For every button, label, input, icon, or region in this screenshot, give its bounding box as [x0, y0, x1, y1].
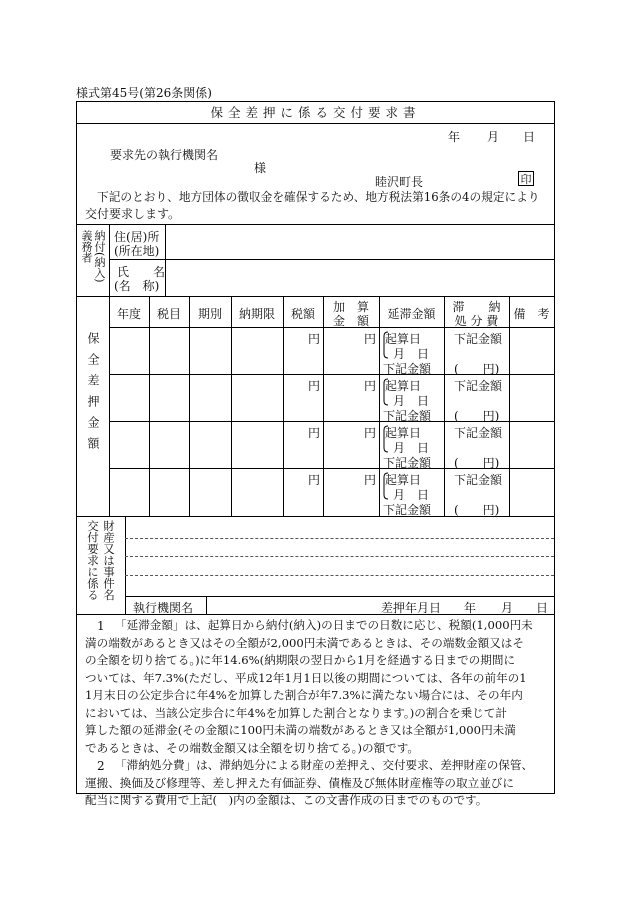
- row-calc-start: 起算日: [385, 473, 422, 487]
- intro-text-line2: 交付要求します。: [85, 207, 181, 221]
- note-text: [115, 617, 533, 635]
- row-below-amount: 下記金額: [383, 362, 432, 376]
- row-disposal-yen: ( 円): [454, 503, 500, 517]
- note-line: においては、当該公定歩合に年4%を加算した割合となります。)の割合を乗じて計: [85, 705, 507, 720]
- request-form: [76, 101, 555, 807]
- note-number: 2: [97, 759, 105, 773]
- row-disposal-below: 下記金額: [454, 473, 503, 487]
- note-line: 1月末日の公定歩合に年4%を加算した割合が年7.3%に満たない場合には、その年内: [85, 688, 523, 702]
- row-tax-yen: 円: [308, 332, 321, 346]
- note-line: であるときは、その端数金額又は全額を切り捨てる。)の額です。: [85, 740, 420, 755]
- header-period: 期別: [197, 307, 222, 321]
- note-line: ついては、年7.3%(ただし、平成12年1月1日以後の期間については、各年の前年の1: [85, 670, 527, 685]
- row-disposal-yen: ( 円): [454, 409, 500, 423]
- row-calc-date: 月 日: [393, 347, 430, 361]
- row-calc-start: 起算日: [385, 426, 422, 440]
- agency-name-label: 執行機関名: [133, 601, 194, 615]
- row-addition-yen: 円: [364, 332, 377, 346]
- taxpayer-side-label: 納付(納入)義務者: [80, 230, 106, 283]
- row-disposal-below: 下記金額: [454, 332, 503, 346]
- intro-text-line1: 下記のとおり、地方団体の徴収金を確保するため、地方税法第16条の4の規定により: [97, 190, 540, 204]
- note-line: 「延滞金額」は、起算日から納付(納入)の日までの日数に応じ、税額(1,000円未: [115, 618, 533, 632]
- seal-mark: 印: [518, 171, 534, 186]
- row-calc-date: 月 日: [393, 441, 430, 455]
- row-below-amount: 下記金額: [383, 456, 432, 470]
- note-text: [115, 757, 533, 775]
- row-below-amount: 下記金額: [383, 409, 432, 423]
- note-line: 運搬、換価及び修理等、差し押えた有価証券、債権及び無体財産権等の取立並びに: [85, 775, 514, 790]
- seizure-day: 日: [536, 601, 549, 615]
- header-remarks: 備 考: [513, 307, 550, 321]
- issuer-name: 睦沢町長: [375, 175, 424, 189]
- date-day: 日: [523, 130, 536, 144]
- header-addition-1: 加 算: [332, 300, 369, 314]
- amount-side-label: 保全差押金額: [86, 332, 100, 458]
- note-line: の全額を切り捨てる。)に年14.6%(納期限の翌日から1月を経過する日までの期間に: [85, 653, 516, 667]
- address-label: 住(居)所: [114, 230, 160, 244]
- form-number-label: 様式第45号(第26条関係): [76, 86, 212, 100]
- form-title: 保全差押に係る交付要求書: [77, 102, 554, 124]
- address-sub-label: (所在地): [114, 244, 160, 258]
- header-due-date: 納期限: [238, 307, 275, 321]
- row-tax-yen: 円: [308, 426, 321, 440]
- bracket-marks: [379, 327, 391, 515]
- row-disposal-yen: ( 円): [454, 362, 500, 376]
- row-addition-yen: 円: [364, 379, 377, 393]
- row-disposal-yen: ( 円): [454, 456, 500, 470]
- name-label: 氏 名: [117, 265, 166, 279]
- honorific: 様: [254, 161, 267, 175]
- seizure-month: 月: [501, 601, 514, 615]
- date-year: 年: [448, 130, 461, 144]
- note-line: 算した額の延滞金(その金額に100円未満の端数があるとき又は全額が1,000円未満: [85, 723, 516, 737]
- name-sub-label: (名 称): [114, 279, 160, 293]
- header-tax-amount: 税額: [290, 307, 315, 321]
- row-below-amount: 下記金額: [383, 503, 432, 517]
- note-number: 1: [97, 619, 105, 633]
- seizure-year: 年: [464, 601, 477, 615]
- note-line: 「滞納処分費」は、滞納処分による財産の差押え、交付要求、差押財産の保管、: [115, 758, 534, 772]
- note-line: 配当に関する費用で上記( )内の金額は、この文書作成の日までのものです。: [85, 793, 488, 807]
- header-disposal-1: 滞 納: [452, 300, 501, 314]
- row-calc-start: 起算日: [385, 332, 422, 346]
- row-addition-yen: 円: [364, 426, 377, 440]
- header-tax-item: 税目: [156, 307, 181, 321]
- row-tax-yen: 円: [308, 473, 321, 487]
- row-disposal-below: 下記金額: [454, 379, 503, 393]
- row-calc-date: 月 日: [393, 488, 430, 502]
- row-addition-yen: 円: [364, 473, 377, 487]
- header-addition-2: 金 額: [332, 314, 369, 328]
- header-year: 年度: [116, 307, 141, 321]
- header-disposal-2: 処 分 費: [454, 314, 499, 328]
- note-text: [85, 635, 527, 758]
- header-delinquency: 延滞金額: [387, 307, 436, 321]
- note-line: 満の端数があるとき又はその全額が2,000円未満であるときは、その端数金額又はそ: [85, 635, 524, 650]
- property-side-label-1: 交付要求に係る: [86, 520, 100, 601]
- row-tax-yen: 円: [308, 379, 321, 393]
- row-calc-date: 月 日: [393, 394, 430, 408]
- seizure-date-label: 差押年月日: [381, 601, 442, 615]
- property-side-label-2: 財産又は事件名: [102, 520, 116, 601]
- note-text: [85, 775, 514, 810]
- recipient-label: 要求先の執行機関名: [110, 148, 219, 162]
- row-disposal-below: 下記金額: [454, 426, 503, 440]
- row-calc-start: 起算日: [385, 379, 422, 393]
- date-month: 月: [487, 130, 500, 144]
